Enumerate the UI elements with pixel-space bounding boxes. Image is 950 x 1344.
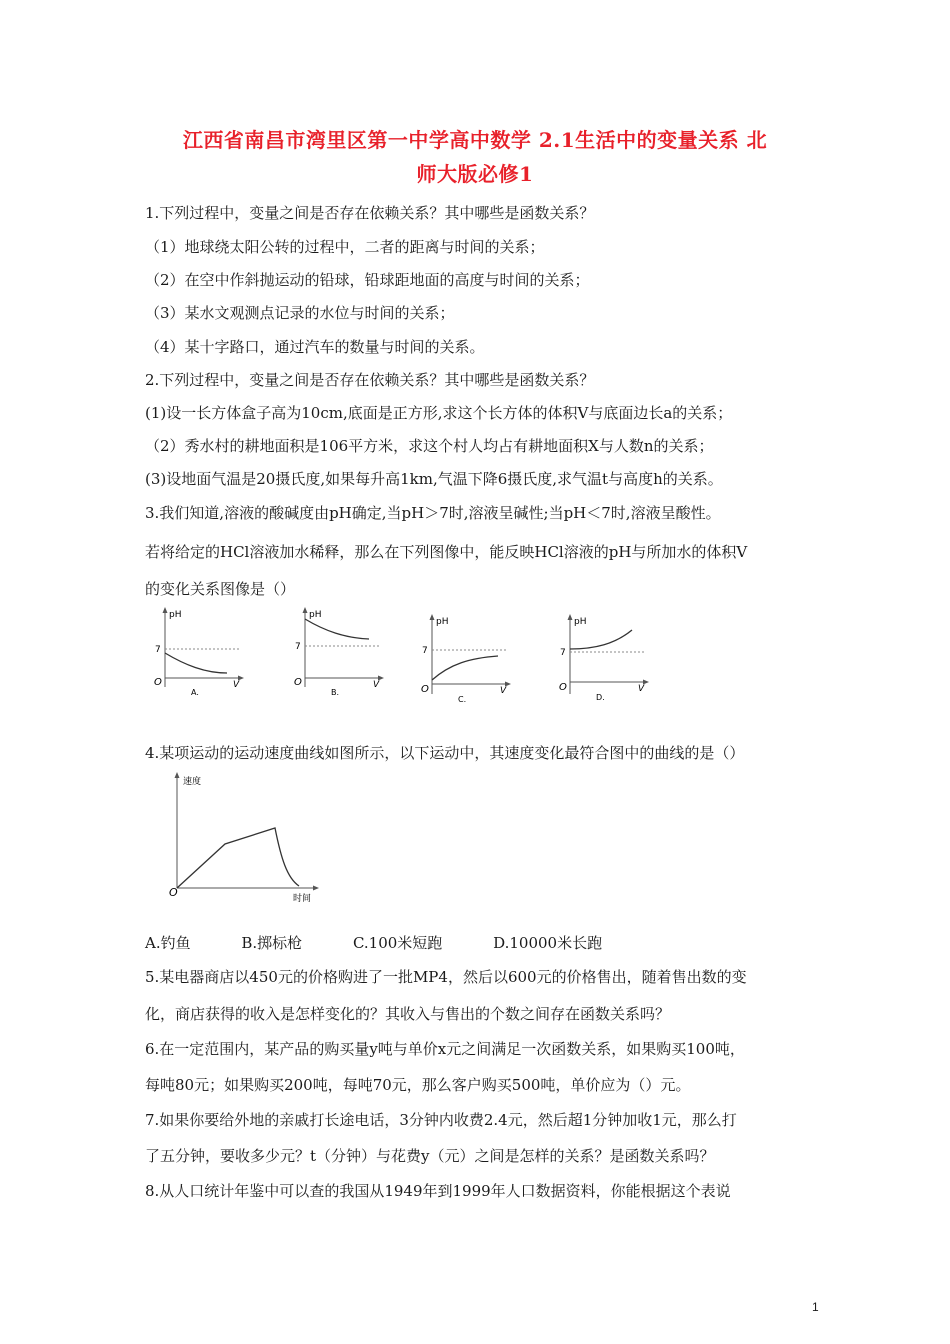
q3-graph-b	[285, 605, 395, 704]
q4-graph-xlabel: 时间	[293, 894, 312, 904]
q3-graph-b-origin: O	[294, 677, 302, 688]
q3-graph-d-ylabel: pH	[574, 617, 587, 627]
q2-item-1: (1)设一长方体盒子高为10cm,底面是正方形,求这个长方体的体积V与底面边长a的关系；	[145, 404, 733, 422]
q3-graph-d	[550, 612, 660, 711]
q3-graph-d-caption: D.	[596, 693, 605, 702]
q4-stem: 4.某项运动的运动速度曲线如图所示，以下运动中，其速度变化最符合图中的曲线的是（）	[145, 744, 745, 762]
q4-options	[145, 932, 648, 953]
q4-option-c: C.100米短跑	[352, 934, 443, 952]
q3-graph-a-xlabel: V	[233, 680, 240, 690]
q3-graph-d-seven: 7	[560, 648, 566, 658]
q2-stem: 2.下列过程中，变量之间是否存在依赖关系？其中哪些是函数关系？	[145, 371, 595, 389]
q1-item-2: （2）在空中作斜抛运动的铅球，铅球距地面的高度与时间的关系；	[145, 271, 590, 289]
q3-graph-a-seven: 7	[155, 645, 161, 655]
q8-line-1: 8.从人口统计年鉴中可以查的我国从1949年到1999年人口数据资料，你能根据这个表说	[145, 1182, 731, 1200]
q7-line-2: 了五分钟，要收多少元？t（分钟）与花费y（元）之间是怎样的关系？是函数关系吗？	[145, 1147, 715, 1165]
q3-graph-b-caption: B.	[331, 688, 340, 697]
q3-graph-b-ylabel: pH	[309, 610, 322, 620]
q6-line-2: 每吨80元；如果购买200吨，每吨70元，那么客户购买500吨，单价应为（）元。	[145, 1076, 691, 1094]
q1-item-3: （3）某水文观测点记录的水位与时间的关系；	[145, 304, 455, 322]
page-number: 1	[812, 1300, 819, 1314]
q3-line-2: 若将给定的HCl溶液加水稀释，那么在下列图像中，能反映HCl溶液的pH与所加水的体积V	[145, 543, 748, 561]
q1-item-1: （1）地球绕太阳公转的过程中，二者的距离与时间的关系；	[145, 238, 545, 256]
q4-option-a: A.钓鱼	[145, 934, 191, 952]
q5-line-2: 化，商店获得的收入是怎样变化的？其收入与售出的个数之间存在函数关系吗？	[145, 1005, 671, 1023]
q3-graph-a-ylabel: pH	[169, 610, 182, 620]
q3-graph-c-xlabel: V	[500, 686, 507, 696]
q3-graph-d-origin: O	[559, 682, 567, 693]
q3-graph-c	[412, 612, 522, 711]
q3-graph-c-ylabel: pH	[436, 617, 449, 627]
document-title-line1: 江西省南昌市湾里区第一中学高中数学 2.1生活中的变量关系 北	[182, 128, 768, 152]
q2-item-2: （2）秀水村的耕地面积是106平方米，求这个村人均占有耕地面积X与人数n的关系；	[145, 437, 714, 455]
q4-option-b: B.掷标枪	[241, 934, 303, 952]
q4-graph-origin: O	[169, 886, 178, 899]
q6-line-1: 6.在一定范围内，某产品的购买量y吨与单价x元之间满足一次函数关系，如果购买100吨，	[145, 1040, 745, 1058]
q3-graph-a-caption: A.	[191, 688, 199, 697]
q3-graph-d-xlabel: V	[638, 684, 645, 694]
document-title-line2: 师大版必修1	[416, 162, 534, 186]
q1-stem: 1.下列过程中，变量之间是否存在依赖关系？其中哪些是函数关系？	[145, 204, 595, 222]
q4-option-d: D.10000米长跑	[493, 934, 603, 952]
q5-line-1: 5.某电器商店以450元的价格购进了一批MP4，然后以600元的价格售出，随着售出数的变	[145, 968, 747, 986]
q7-line-1: 7.如果你要给外地的亲戚打长途电话，3分钟内收费2.4元，然后超1分钟加收1元，那么打	[145, 1111, 737, 1129]
q3-graph-c-seven: 7	[422, 646, 428, 656]
q1-item-4: （4）某十字路口，通过汽车的数量与时间的关系。	[145, 338, 485, 356]
q3-line-3: 的变化关系图像是（）	[145, 580, 296, 598]
q2-item-3: (3)设地面气温是20摄氏度,如果每升高1km,气温下降6摄氏度,求气温t与高度h的关系。	[145, 470, 723, 488]
q3-graph-a-origin: O	[154, 677, 162, 688]
q3-line-1: 3.我们知道,溶液的酸碱度由pH确定,当pH＞7时,溶液呈碱性;当pH＜7时,溶液呈酸性。	[145, 504, 721, 522]
q3-graph-b-seven: 7	[295, 642, 301, 652]
q3-graph-c-origin: O	[421, 684, 429, 695]
q4-speed-graph	[165, 768, 335, 912]
q3-graph-c-caption: C.	[458, 695, 467, 704]
q3-graph-b-xlabel: V	[373, 680, 380, 690]
q3-graph-a	[145, 605, 255, 704]
q4-graph-ylabel: 速度	[183, 777, 202, 787]
